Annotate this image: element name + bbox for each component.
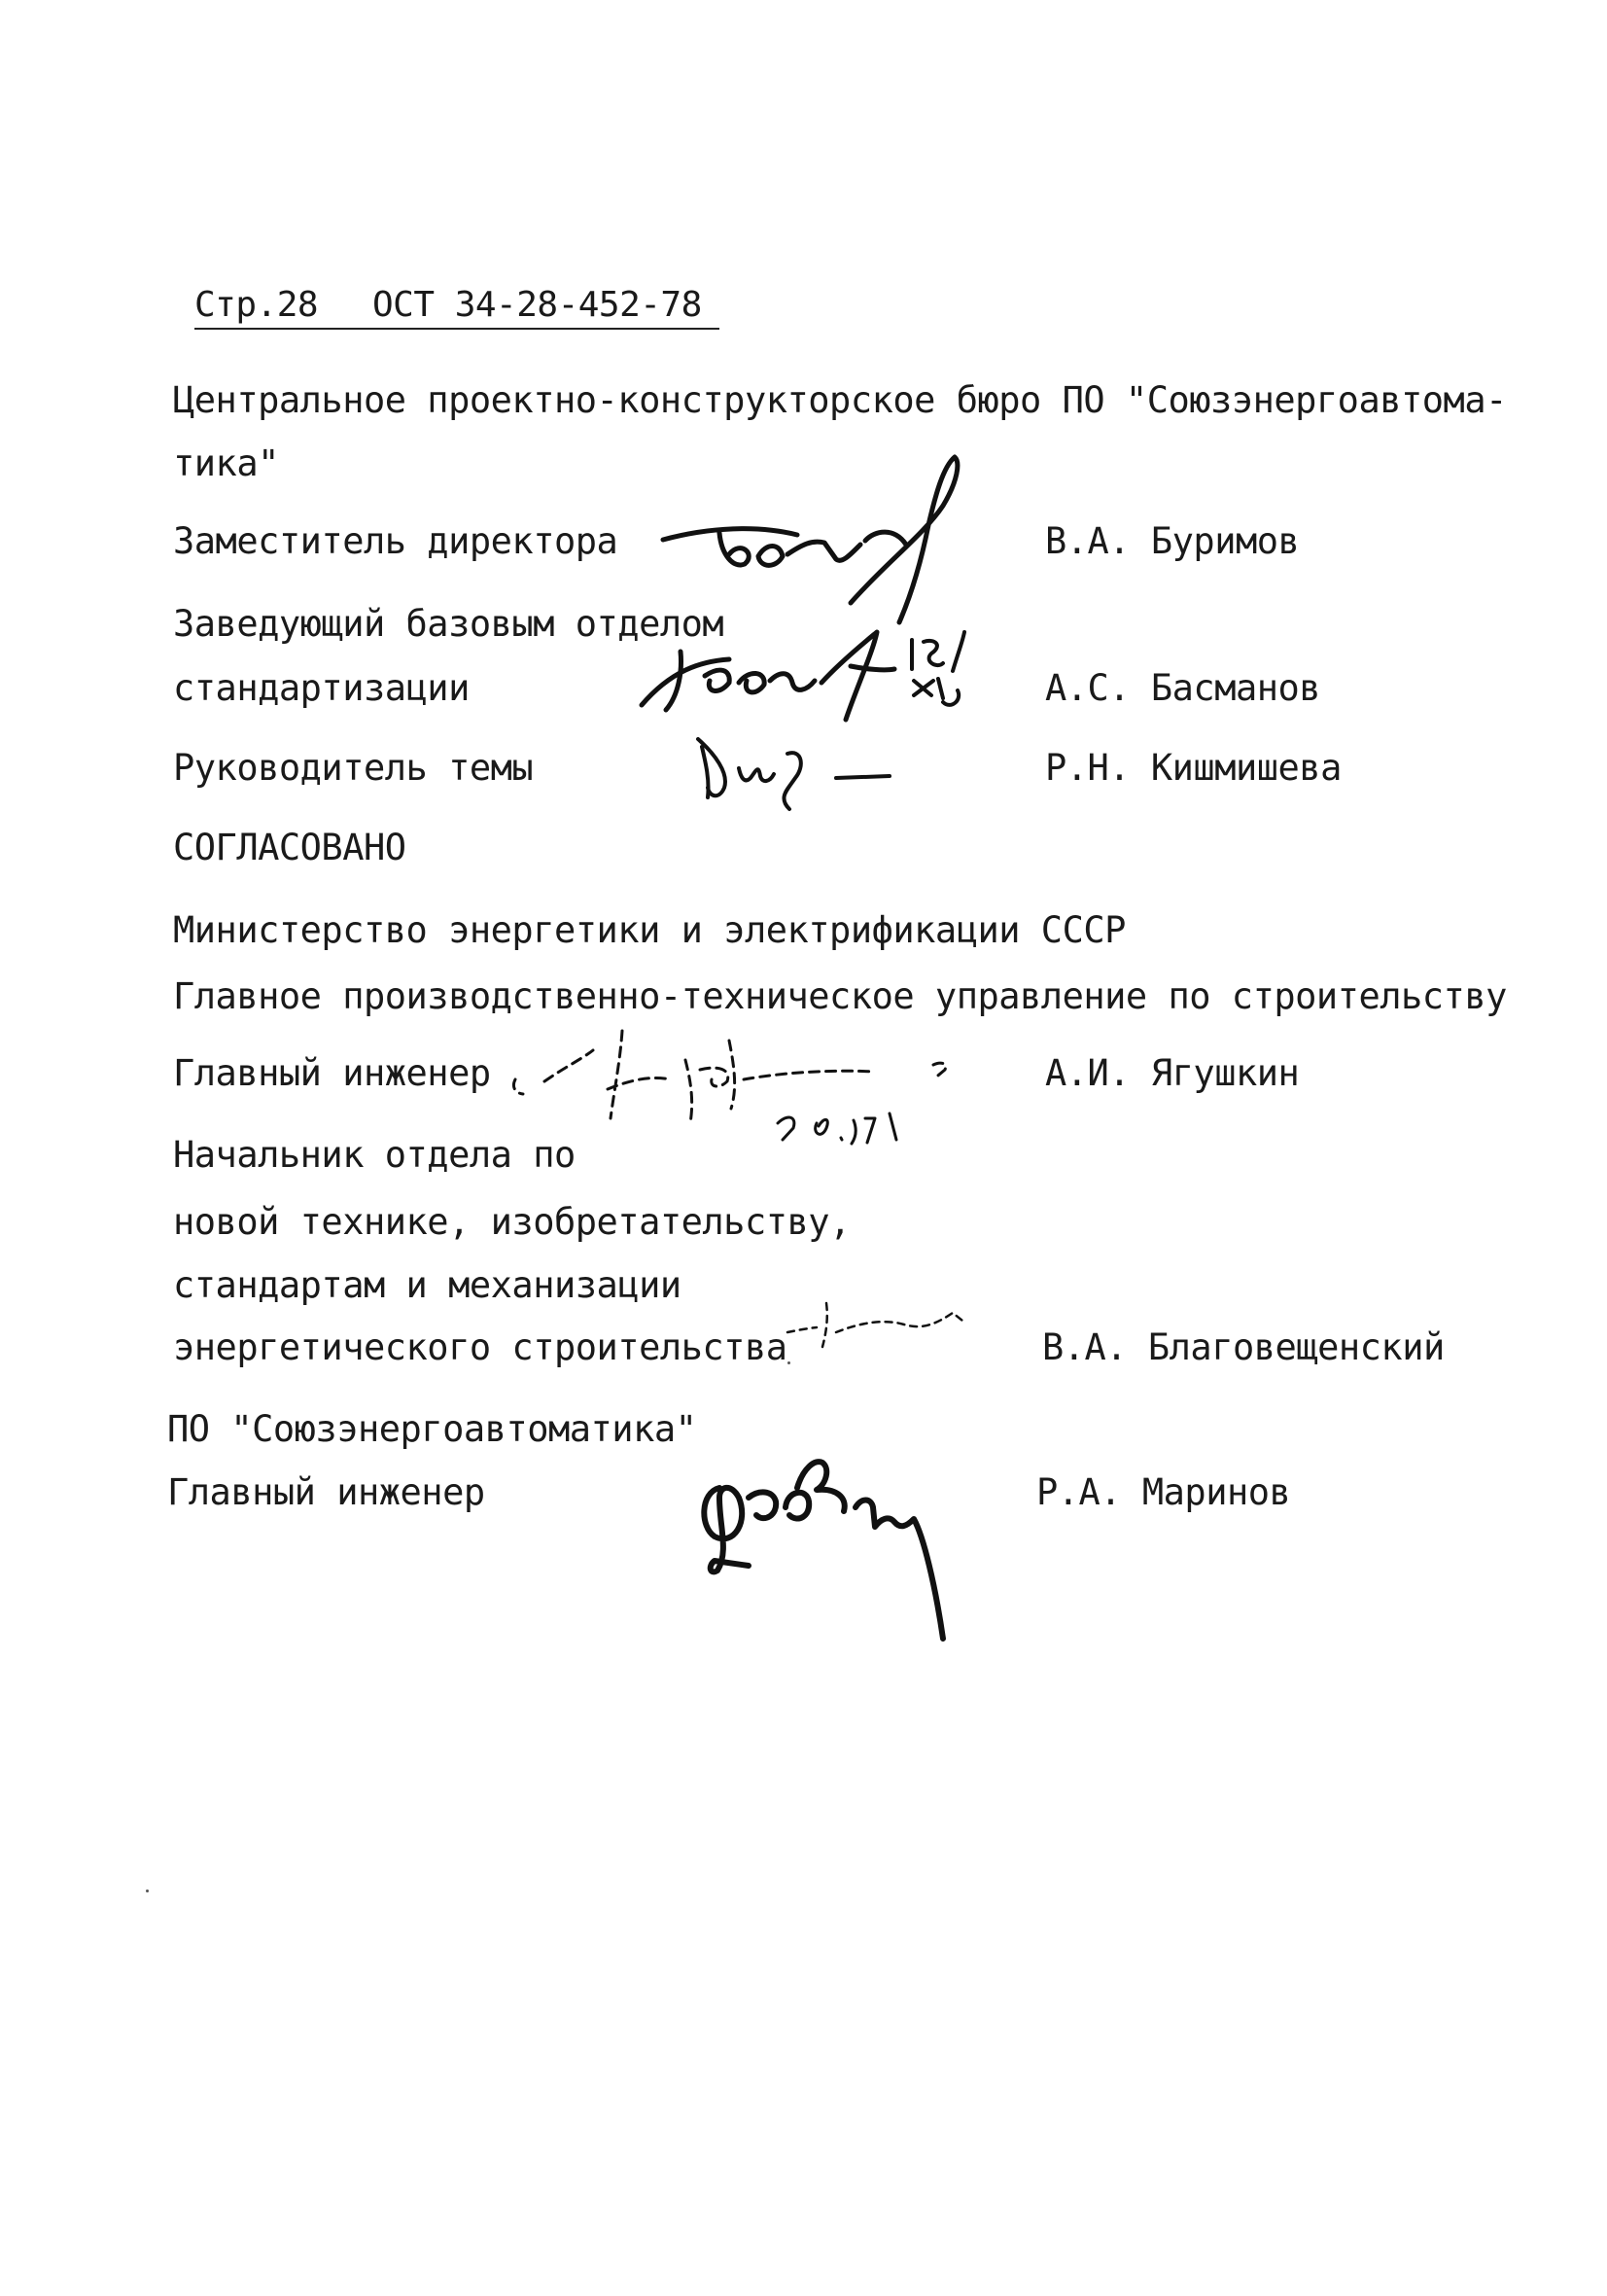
dept-head-title: энергетического строительства	[173, 1326, 787, 1368]
ministry-line: Министерство энергетики и электрификации СССР	[173, 909, 1126, 951]
signature-yagushkin	[506, 1011, 1011, 1196]
directorate-line: Главное производственно-техническое управление по строительству	[173, 975, 1507, 1017]
base-dept-head-title-line1: Заведующий базовым отделом	[173, 603, 724, 645]
page-number: Стр.28	[194, 285, 319, 325]
dept-head-name: В.А. Благовещенский	[1042, 1326, 1445, 1368]
signature-marinov	[681, 1430, 1011, 1663]
signature-kishmisheva	[681, 720, 933, 827]
standard-number: ОСТ 34-28-452-78	[372, 285, 702, 325]
topic-lead-title: Руководитель темы	[173, 747, 534, 789]
scan-speck	[787, 1361, 790, 1364]
scan-speck	[146, 1890, 149, 1892]
dept-head-line-3: стандартам и механизации	[173, 1264, 681, 1306]
chief-engineer-title: Главный инженер	[173, 1052, 491, 1094]
org-chief-name: Р.А. Маринов	[1036, 1471, 1291, 1513]
dept-head-line-2: новой технике, изобретательству,	[173, 1201, 851, 1243]
base-dept-head-title: стандартизации	[173, 667, 470, 709]
org-chief-title: Главный инженер	[167, 1471, 485, 1513]
deputy-director-name: В.А. Буримов	[1045, 520, 1300, 562]
chief-engineer-name: А.И. Ягушкин	[1045, 1052, 1300, 1094]
org-name: ПО "Союзэнергоавтоматика"	[167, 1408, 697, 1450]
base-dept-head-name: А.С. Басманов	[1045, 667, 1321, 709]
topic-lead-name: Р.Н. Кишмишева	[1045, 747, 1342, 789]
deputy-director-title: Заместитель директора	[173, 520, 618, 562]
header-underline	[194, 328, 719, 330]
bureau-line-1: Центральное проектно-конструкторское бюро ПО "Союзэнергоавтома-	[173, 379, 1507, 421]
approval-heading: СОГЛАСОВАНО	[173, 827, 406, 868]
dept-head-line-1: Начальник отдела по	[173, 1134, 576, 1176]
bureau-line-2: тика"	[173, 442, 279, 484]
signature-blagoveshchensky	[768, 1293, 982, 1361]
